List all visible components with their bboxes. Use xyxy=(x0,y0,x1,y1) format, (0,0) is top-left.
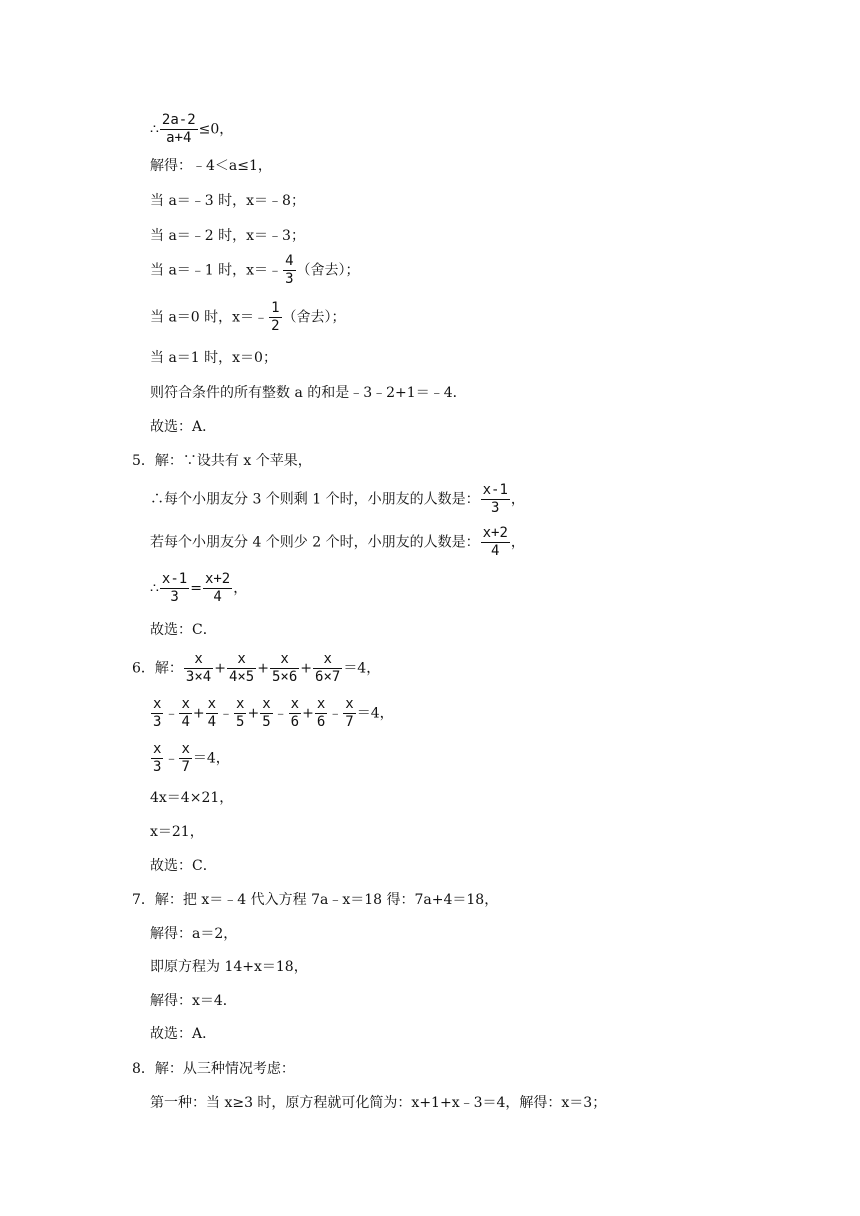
fraction: $\frac{4}{3}$ xyxy=(285,253,294,287)
text-line: x＝21， xyxy=(150,824,204,840)
answer-line: 故选：C． xyxy=(150,858,217,874)
fraction: $\frac{x-1}{3}$ xyxy=(482,482,508,516)
fraction: $\frac{x}{5}$ xyxy=(236,696,245,730)
fraction: $\frac{x}{4}$ xyxy=(207,696,217,730)
fraction: $\frac{2a-2}{a+4}$ xyxy=(161,112,196,146)
equation-line: $\frac{x}{3}$ ﹣ $\frac{x}{7}$ ＝4， xyxy=(153,741,230,775)
text-line: 4x＝4×21， xyxy=(150,790,234,806)
fraction: $\frac{x}{3}$ xyxy=(153,696,162,730)
fraction: $\frac{1}{2}$ xyxy=(271,300,280,334)
fraction: $\frac{x-1}{3}$ xyxy=(161,571,188,605)
equation-line: ∴ $\frac{x-1}{3}$ = $\frac{x+2}{4}$ ， xyxy=(150,571,248,605)
fraction: $\frac{x}{7}$ xyxy=(181,741,190,775)
fraction: $\frac{x}{4}$ xyxy=(181,696,190,730)
text-line: ∴每个小朋友分 3 个则剩 1 个时，小朋友的人数是： $\frac{x-1}{3}$ ， xyxy=(150,482,525,516)
answer-line: 故选：A． xyxy=(150,1026,217,1042)
text-line: 第一种：当 x≥3 时，原方程就可化简为：x+1+x﹣3＝4，解得：x＝3； xyxy=(150,1095,607,1111)
answer-line: 故选：C． xyxy=(150,622,217,638)
text-line: 当 a＝1 时，x＝0； xyxy=(150,350,277,366)
fraction: $\frac{x}{3}$ xyxy=(153,741,162,775)
text-line: 解得：﹣4＜a≤1， xyxy=(150,158,272,174)
question-8-header: 8．解：从三种情况考虑： xyxy=(132,1061,295,1077)
inequality-line: ∴ $\frac{2a-2}{a+4}$ ≤0， xyxy=(150,112,234,146)
fraction: $\frac{x}{4\times 5}$ xyxy=(228,651,255,685)
text-line: 即原方程为 14+x＝18， xyxy=(150,959,308,975)
question-5-header: 5．解：∵设共有 x 个苹果， xyxy=(132,453,312,469)
question-6-header: 6．解： $\frac{x}{3\times 4}$ + $\frac{x}{4\times 5}$ + $\frac{x}{5\times 6}$ + $\frac{x}{6\times 7}$ ＝4， xyxy=(132,651,381,685)
answer-line: 故选：A． xyxy=(150,419,217,435)
fraction: $\frac{x}{3\times 4}$ xyxy=(185,651,212,685)
fraction: $\frac{x}{5}$ xyxy=(262,696,271,730)
text-line: 解得：x＝4． xyxy=(150,993,237,1009)
text-line: 当 a＝0 时，x＝﹣ $\frac{1}{2}$ （舍去）； xyxy=(150,300,346,334)
text-line: 当 a＝﹣2 时，x＝﹣3； xyxy=(150,228,305,244)
text-line: 当 a＝﹣3 时，x＝﹣8； xyxy=(150,193,305,209)
fraction: $\frac{x+2}{4}$ xyxy=(204,571,231,605)
fraction: $\frac{x}{6}$ xyxy=(290,696,300,730)
fraction: $\frac{x}{7}$ xyxy=(345,696,354,730)
fraction: $\frac{x}{5\times 6}$ xyxy=(271,651,298,685)
equation-line: $\frac{x}{3}$ ﹣ $\frac{x}{4}$ + $\frac{x}{4}$ ﹣ $\frac{x}{5}$ + $\frac{x}{5}$ ﹣ $\frac{x}{6}$ + $\frac{x}{6}$ ﹣ $\frac{x}{7}$ ＝4， xyxy=(153,696,394,730)
question-7-header: 7．解：把 x＝﹣4 代入方程 7a﹣x＝18 得：7a+4＝18， xyxy=(132,892,499,908)
text-line: 解得：a＝2， xyxy=(150,926,238,942)
fraction: $\frac{x}{6\times 7}$ xyxy=(315,651,341,685)
text-line: 若每个小朋友分 4 个则少 2 个时，小朋友的人数是： $\frac{x+2}{4}$ ， xyxy=(150,525,525,559)
fraction: $\frac{x+2}{4}$ xyxy=(482,525,508,559)
text-line: 则符合条件的所有整数 a 的和是﹣3﹣2+1＝﹣4． xyxy=(150,385,467,401)
text-line: 当 a＝﹣1 时，x＝﹣ $\frac{4}{3}$ （舍去）； xyxy=(150,253,360,287)
fraction: $\frac{x}{6}$ xyxy=(316,696,326,730)
